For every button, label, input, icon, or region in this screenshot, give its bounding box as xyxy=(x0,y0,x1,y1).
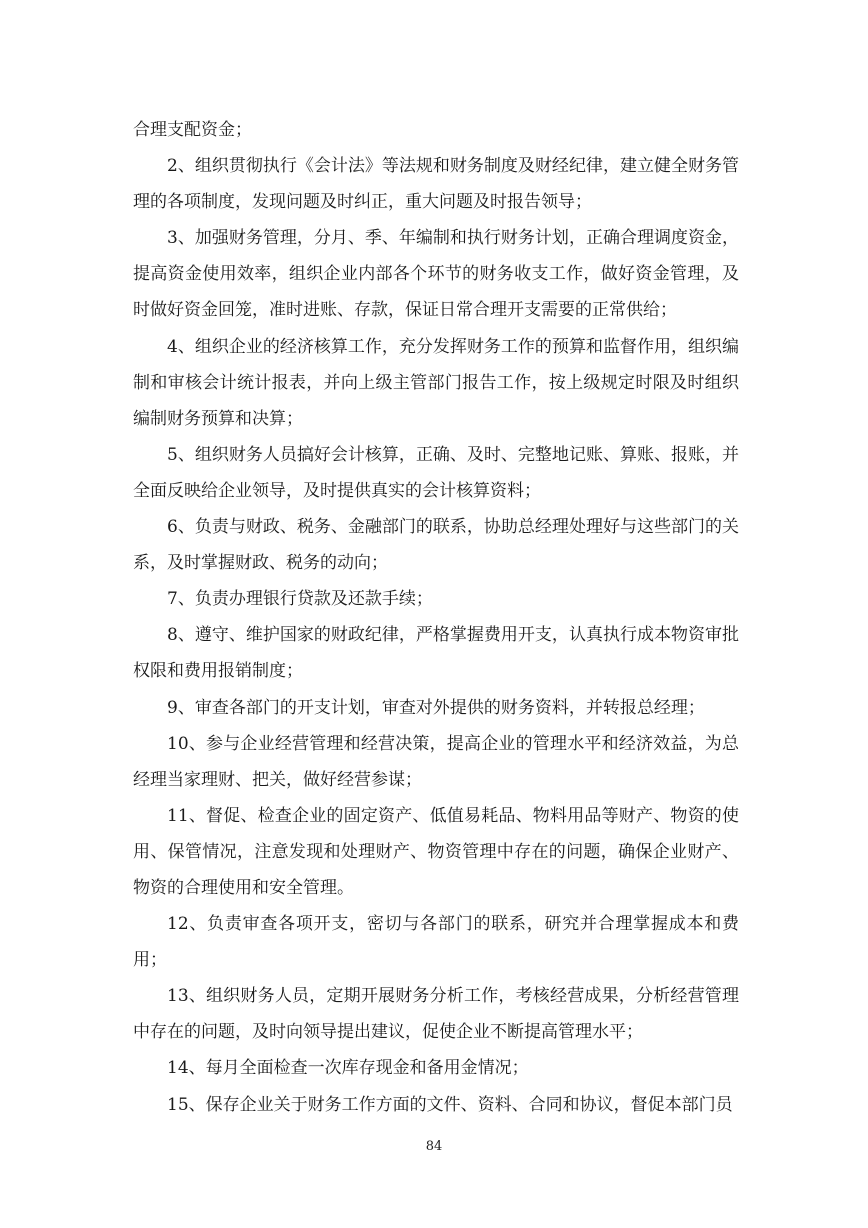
paragraph-4: 4、组织企业的经济核算工作，充分发挥财务工作的预算和监督作用，组织编制和审核会计统计报表，并向上级主管部门报告工作，按上级规定时限及时组织编制财务预算和决算； xyxy=(133,336,739,429)
paragraph-15: 15、保存企业关于财务工作方面的文件、资料、合同和协议，督促本部门员 xyxy=(167,1094,733,1115)
paragraph-13: 13、组织财务人员，定期开展财务分析工作，考核经营成果，分析经营管理中存在的问题，及时向领导提出建议，促使企业不断提高管理水平； xyxy=(133,986,739,1043)
paragraph-5: 5、组织财务人员搞好会计核算，正确、及时、完整地记账、算账、报账，并全面反映给企业领导，及时提供真实的会计核算资料； xyxy=(133,444,739,501)
paragraph-8: 8、遵守、维护国家的财政纪律，严格掌握费用开支，认真执行成本物资审批权限和费用报销制度； xyxy=(133,625,739,682)
paragraph-14: 14、每月全面检查一次库存现金和备用金情况； xyxy=(167,1058,529,1079)
paragraph-6: 6、负责与财政、税务、金融部门的联系，协助总经理处理好与这些部门的关系，及时掌握财政、税务的动向； xyxy=(133,517,739,574)
paragraph-10: 10、参与企业经营管理和经营决策，提高企业的管理水平和经济效益，为总经理当家理财、把关，做好经营参谋； xyxy=(133,733,739,790)
paragraph-9: 9、审查各部门的开支计划，审查对外提供的财务资料，并转报总经理； xyxy=(167,697,705,718)
paragraph-3: 3、加强财务管理，分月、季、年编制和执行财务计划，正确合理调度资金，提高资金使用效率，组织企业内部各个环节的财务收支工作，做好资金管理，及时做好资金回笼，准时进账、存款，保证日常合理开支需要的正常供给； xyxy=(133,228,739,321)
paragraph-12: 12、负责审查各项开支，密切与各部门的联系，研究并合理掌握成本和费用； xyxy=(133,914,739,971)
paragraph-2: 2、组织贯彻执行《会计法》等法规和财务制度及财经纪律，建立健全财务管理的各项制度，发现问题及时纠正，重大问题及时报告领导； xyxy=(133,156,739,213)
paragraph-1: 合理支配资金； xyxy=(133,120,252,140)
body-text xyxy=(133,112,739,1123)
page-number: 84 xyxy=(425,1139,443,1154)
paragraph-11: 11、督促、检查企业的固定资产、低值易耗品、物料用品等财产、物资的使用、保管情况，注意发现和处理财产、物资管理中存在的问题，确保企业财产、物资的合理使用和安全管理。 xyxy=(133,805,739,898)
paragraph-7: 7、负责办理银行贷款及还款手续； xyxy=(167,589,433,610)
